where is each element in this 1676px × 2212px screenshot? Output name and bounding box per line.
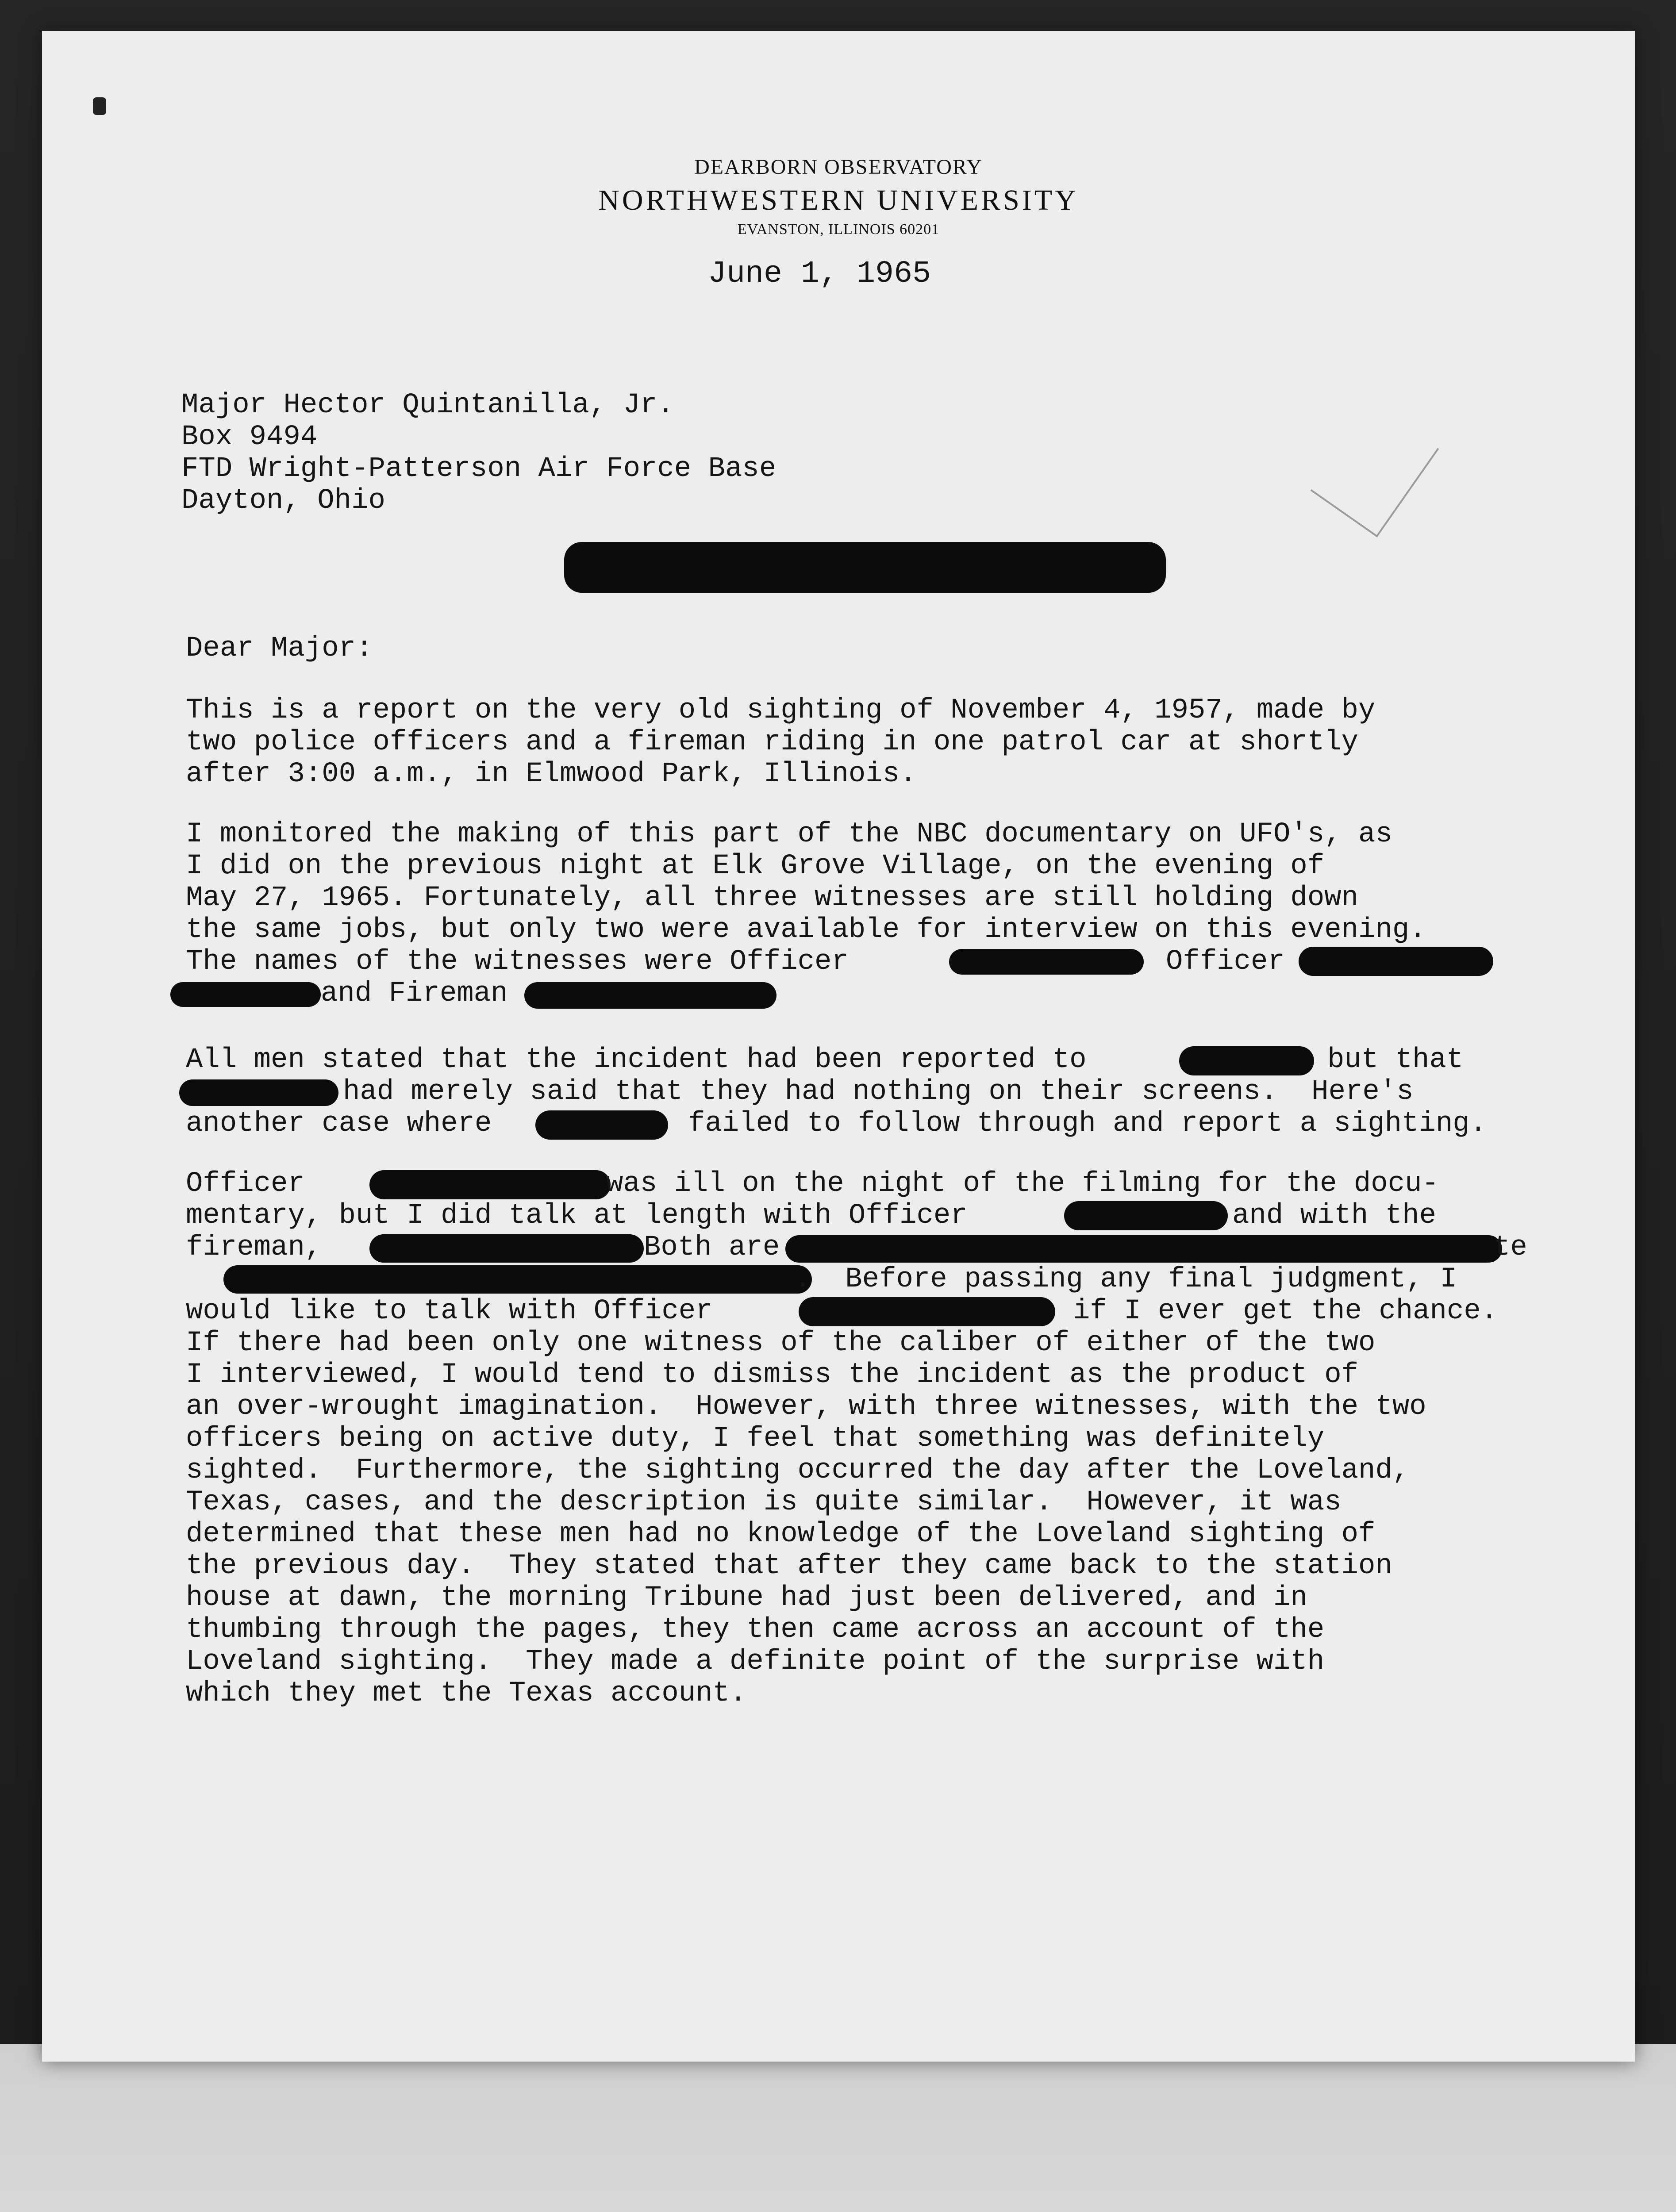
para4-line: which they met the Texas account. <box>186 1678 747 1709</box>
para2-line: Officer <box>1166 946 1285 978</box>
redaction-bar <box>524 982 776 1009</box>
recipient-name: Major Hector Quintanilla, Jr. <box>181 389 674 421</box>
letter-date: June 1, 1965 <box>708 257 931 292</box>
para4-line: would like to talk with Officer <box>186 1295 713 1327</box>
para4-line: Texas, cases, and the description is quite similar. However, it was <box>186 1486 1342 1518</box>
pencil-check-mark <box>1311 402 1439 537</box>
para4-line: mentary, but I did talk at length with Officer <box>186 1200 968 1232</box>
redaction-bar <box>785 1235 1502 1263</box>
recipient-box: Box 9494 <box>181 421 318 453</box>
redaction-bar <box>369 1170 611 1199</box>
para4-line: sighted. Furthermore, the sighting occurred the day after the Loveland, <box>186 1455 1410 1486</box>
para4-line: If there had been only one witness of the caliber of either of the two <box>186 1327 1376 1359</box>
redaction-bar <box>179 1079 338 1106</box>
para1-line: after 3:00 a.m., in Elmwood Park, Illinois. <box>186 758 917 790</box>
redaction-bar <box>223 1265 812 1294</box>
para4-line: thumbing through the pages, they then came across an account of the <box>186 1614 1325 1646</box>
letter-page <box>42 31 1635 2062</box>
para2-line: I monitored the making of this part of the NBC documentary on UFO's, as <box>186 818 1392 850</box>
para4-line: the previous day. They stated that after they came back to the station <box>186 1550 1392 1582</box>
scanner-bed <box>0 2044 1676 2212</box>
para4-line: was ill on the night of the filming for the docu- <box>606 1168 1439 1200</box>
para3-line: failed to follow through and report a sighting. <box>688 1108 1487 1140</box>
redaction-bar <box>799 1297 1055 1326</box>
para4-line: Loveland sighting. They made a definite point of the surprise with <box>186 1646 1325 1678</box>
para4-line: Both are <box>644 1232 780 1263</box>
para4-line: and with the <box>1232 1200 1436 1232</box>
redaction-bar <box>369 1234 644 1263</box>
salutation: Dear Major: <box>186 633 373 664</box>
para4-line: house at dawn, the morning Tribune had just been delivered, and in <box>186 1582 1307 1614</box>
para2-line: I did on the previous night at Elk Grove Village, on the evening of <box>186 850 1325 882</box>
para2-line: and Fireman <box>321 978 508 1010</box>
para2-line: May 27, 1965. Fortunately, all three witnesses are still holding down <box>186 882 1359 914</box>
redaction-bar <box>1179 1046 1314 1075</box>
para4-line: te <box>1493 1232 1527 1263</box>
para4-line: determined that these men had no knowledge of the Loveland sighting of <box>186 1518 1376 1550</box>
redaction-bar <box>1299 947 1493 976</box>
para1-line: This is a report on the very old sighting of November 4, 1957, made by <box>186 695 1376 726</box>
para3-line: had merely said that they had nothing on their screens. Here's <box>343 1076 1414 1108</box>
redaction-bar <box>170 982 321 1007</box>
para4-line: Officer <box>186 1168 305 1200</box>
para4-line: if I ever get the chance. <box>1073 1295 1498 1327</box>
recipient-org: FTD Wright-Patterson Air Force Base <box>181 453 776 485</box>
para4-line: I interviewed, I would tend to dismiss the incident as the product of <box>186 1359 1359 1391</box>
redaction-bar <box>1064 1201 1228 1230</box>
corner-mark <box>93 97 106 115</box>
para3-line: All men stated that the incident had been reported to <box>186 1044 1087 1076</box>
letterhead-org: DEARBORN OBSERVATORY <box>694 155 983 179</box>
letterhead-address: EVANSTON, ILLINOIS 60201 <box>737 221 940 238</box>
redaction-bar <box>535 1110 668 1140</box>
para3-line: but that <box>1327 1044 1464 1076</box>
para4-line: an over-wrought imagination. However, with three witnesses, with the two <box>186 1391 1426 1423</box>
para2-line: the same jobs, but only two were available for interview on this evening. <box>186 914 1426 946</box>
letterhead-university: NORTHWESTERN UNIVERSITY <box>598 184 1079 216</box>
redaction-bar <box>949 949 1144 975</box>
recipient-city: Dayton, Ohio <box>181 485 385 517</box>
para4-line: . Before passing any final judgment, I <box>794 1263 1457 1295</box>
para4-line: officers being on active duty, I feel that something was definitely <box>186 1423 1325 1455</box>
para2-line: The names of the witnesses were Officer <box>186 946 849 978</box>
para4-line: fireman, <box>186 1232 322 1263</box>
redaction-bar <box>564 542 1166 593</box>
para1-line: two police officers and a fireman riding in one patrol car at shortly <box>186 726 1359 758</box>
para3-line: another case where <box>186 1108 492 1140</box>
